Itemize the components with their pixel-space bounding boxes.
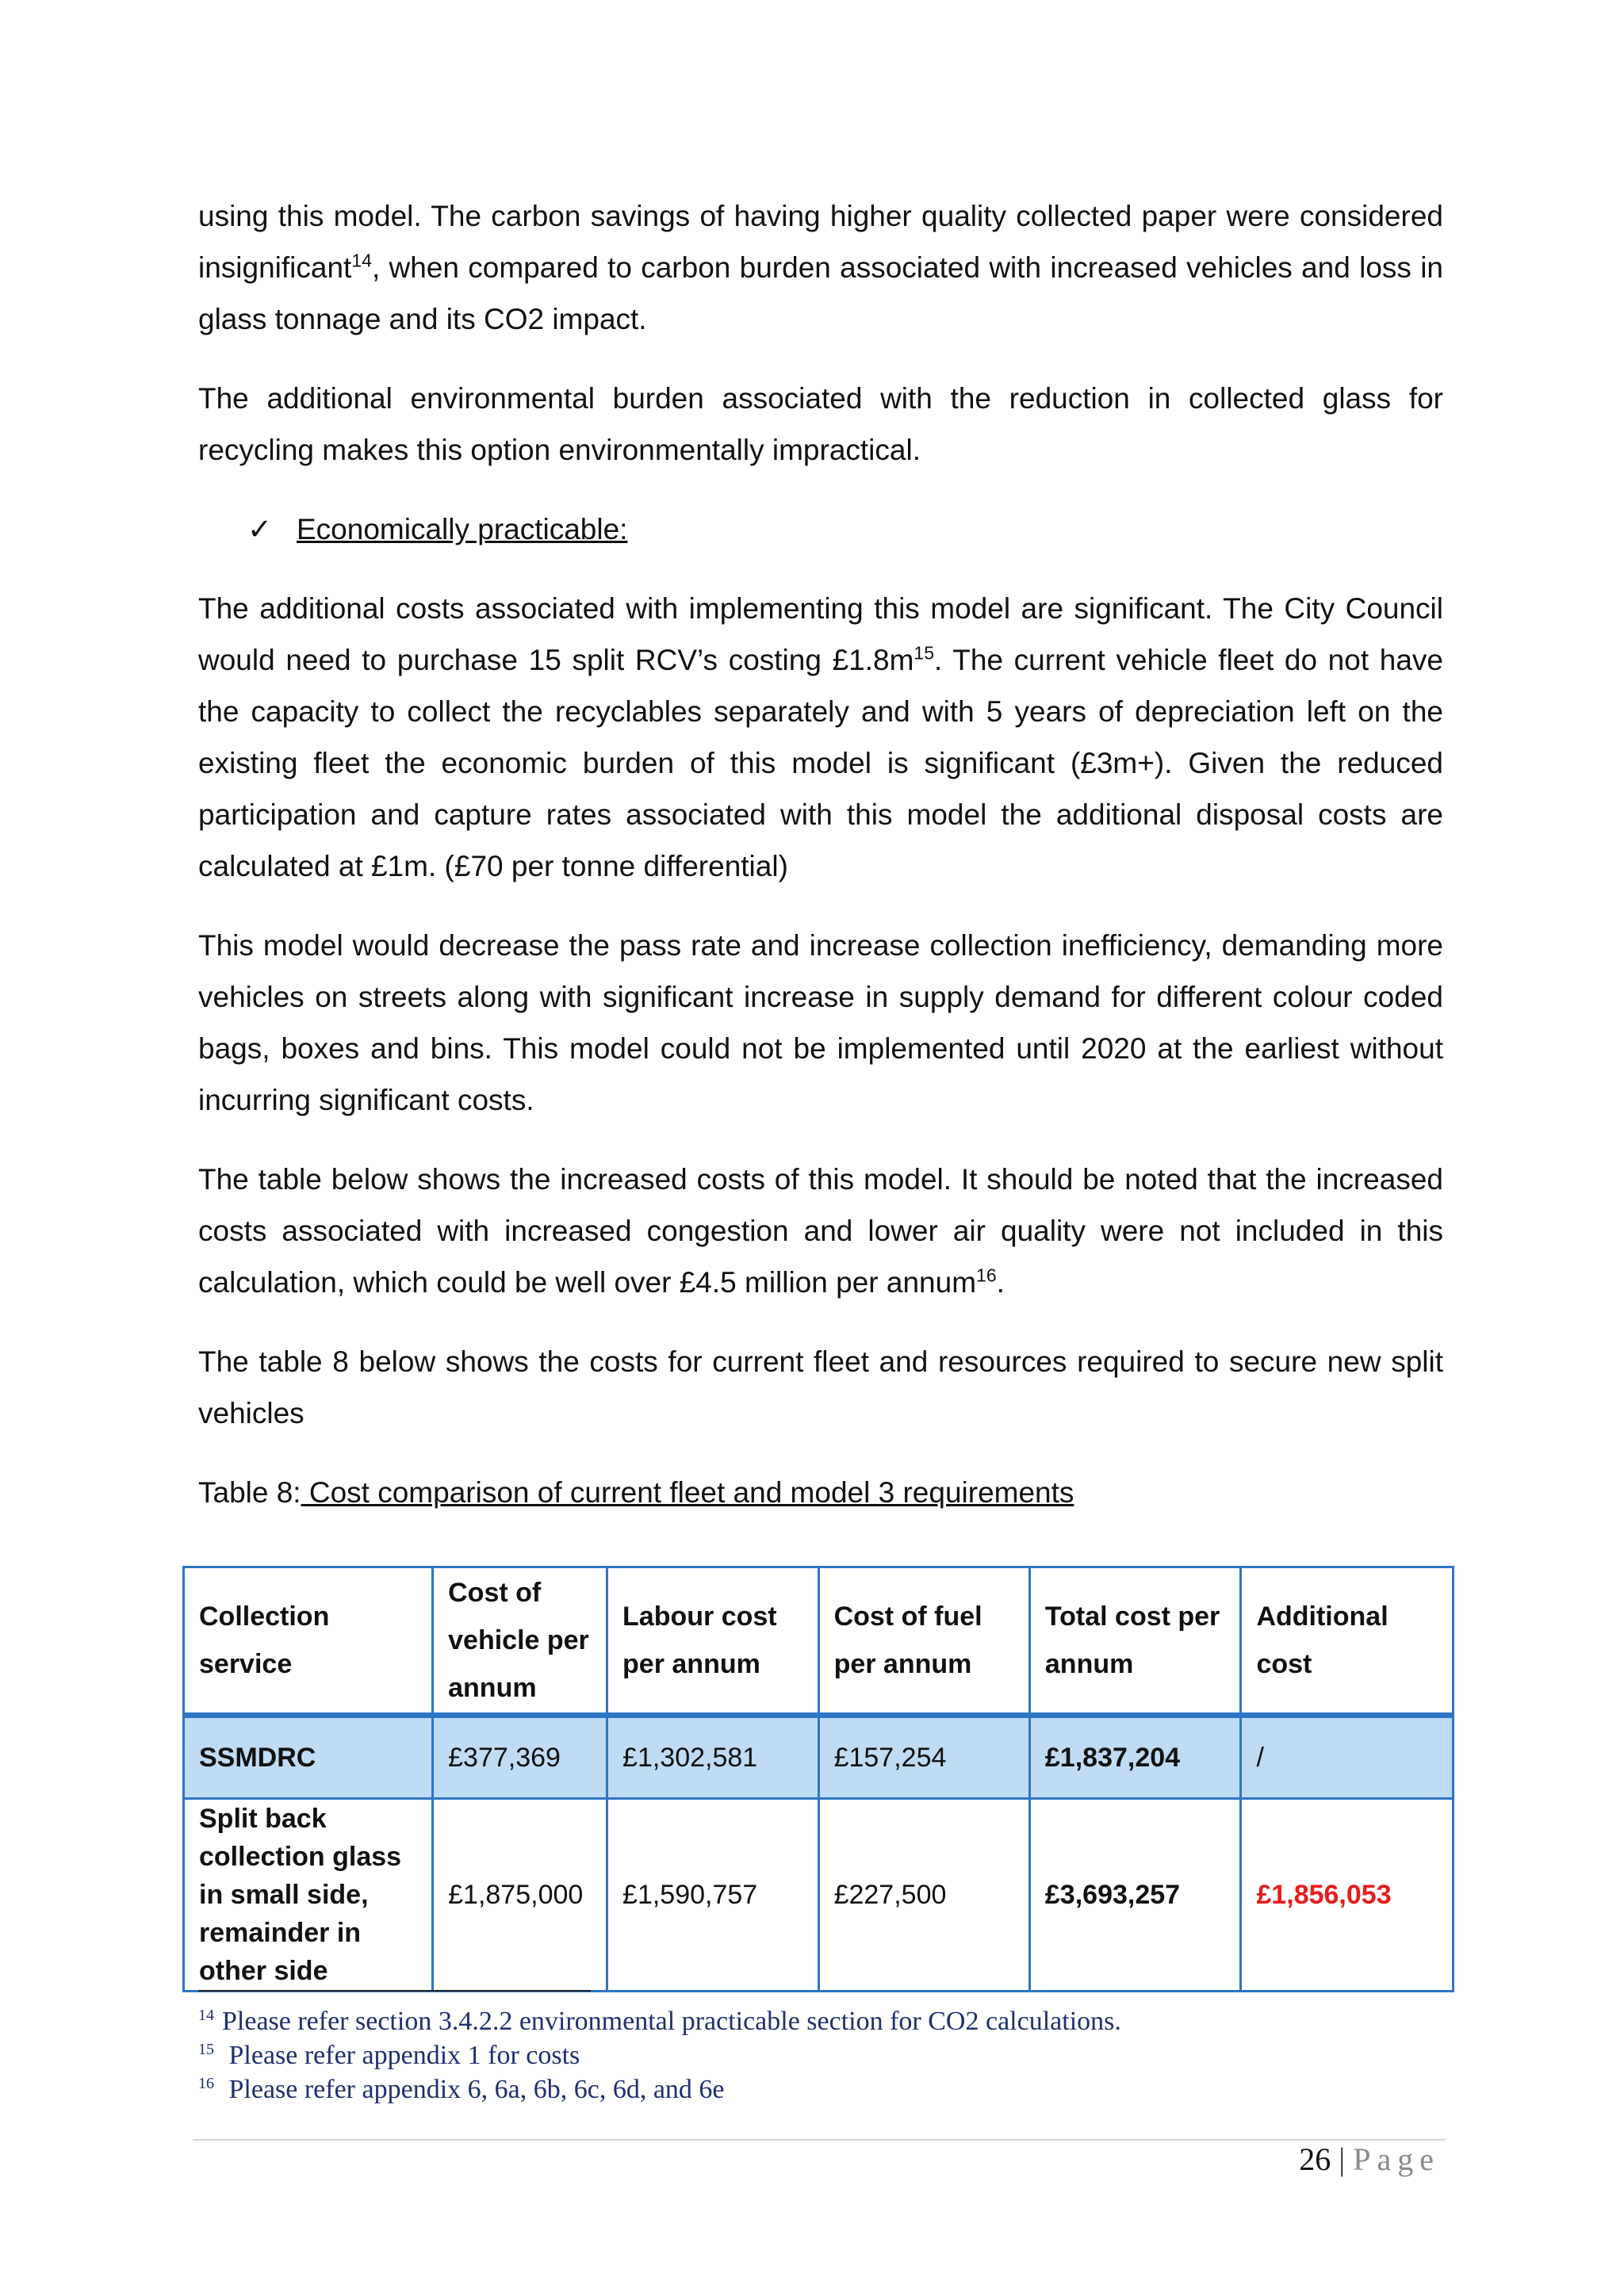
footnote-text: Please refer appendix 6, 6a, 6b, 6c, 6d, and 6e bbox=[222, 2075, 725, 2104]
cell-vehicle-cost: £377,369 bbox=[433, 1716, 607, 1799]
footnote-15 bbox=[198, 2038, 1443, 2072]
cell-additional-cost: £1,856,053 bbox=[1241, 1799, 1454, 1992]
paragraph-text: , when compared to carbon burden associated with increased vehicles and loss in glass tonnage and its CO2 impact. bbox=[198, 251, 1443, 335]
footnote-text: Please refer appendix 1 for costs bbox=[222, 2041, 580, 2070]
economically-practicable-heading bbox=[247, 503, 1443, 555]
table-header-row bbox=[184, 1567, 1454, 1716]
cell-service: Split back collection glass in small side, remainder in other side bbox=[184, 1799, 433, 1992]
footnote-ref-16[interactable]: 16 bbox=[976, 1265, 997, 1286]
checkmark-icon: ✓ bbox=[247, 513, 273, 545]
header-vehicle-cost: Cost of vehicle per annum bbox=[433, 1567, 607, 1716]
header-fuel-cost: Cost of fuel per annum bbox=[818, 1567, 1029, 1716]
heading-label: Economically practicable: bbox=[297, 513, 628, 545]
footnote-14 bbox=[198, 2004, 1443, 2038]
table-row bbox=[184, 1799, 1454, 1992]
paragraph-environmental-burden: The additional environmental burden associated with the reduction in collected glass for recycling makes this option environmentally impractical. bbox=[198, 382, 1443, 466]
page-separator: | bbox=[1339, 2141, 1346, 2177]
footnote-16 bbox=[198, 2072, 1443, 2107]
cell-service: SSMDRC bbox=[184, 1716, 433, 1799]
paragraph-text: using this model. The carbon savings of having higher quality collected paper were considered insignificant bbox=[198, 200, 1443, 284]
paragraph-text: The table below shows the increased costs of this model. It should be noted that the increased costs associated with increased congestion and lower air quality were not included in this calculation, which could be well over £4.5 million per annum bbox=[198, 1163, 1443, 1299]
header-additional-cost: Additional cost bbox=[1241, 1567, 1454, 1716]
footer-divider bbox=[193, 2139, 1446, 2141]
paragraph-text: . bbox=[996, 1266, 1005, 1299]
table-row bbox=[184, 1716, 1454, 1799]
footnote-divider bbox=[198, 1990, 591, 1992]
footnotes bbox=[198, 2004, 1443, 2107]
footnote-number: 16 bbox=[198, 2074, 214, 2092]
page-word: Page bbox=[1353, 2141, 1440, 2177]
page-number bbox=[1299, 2141, 1440, 2178]
footnote-ref-15[interactable]: 15 bbox=[914, 642, 935, 664]
header-total-cost: Total cost per annum bbox=[1029, 1567, 1241, 1716]
paragraph-text: . The current vehicle fleet do not have the capacity to collect the recyclables separately and with 5 years of depreciation left on the existing fleet the economic burden of this model is significant (£3m+). Given the reduced participation and capture rates associated with this model the additional disposal costs are calculated at £1m. (£70 per tonne differential) bbox=[198, 644, 1443, 882]
cell-total-cost: £1,837,204 bbox=[1029, 1716, 1241, 1799]
footnote-number: 15 bbox=[198, 2040, 214, 2058]
cell-additional-cost: / bbox=[1241, 1716, 1454, 1799]
cell-vehicle-cost: £1,875,000 bbox=[433, 1799, 607, 1992]
header-labour-cost: Labour cost per annum bbox=[607, 1567, 819, 1716]
page-number-value: 26 bbox=[1299, 2141, 1331, 2177]
footnote-ref-14[interactable]: 14 bbox=[351, 250, 372, 271]
paragraph-additional-costs bbox=[198, 583, 1443, 892]
paragraph-table-intro: The table 8 below shows the costs for current fleet and resources required to secure new split vehicles bbox=[198, 1345, 1443, 1429]
cell-labour-cost: £1,590,757 bbox=[607, 1799, 819, 1992]
table-caption bbox=[198, 1467, 1443, 1518]
footnote-text: Please refer section 3.4.2.2 environmental practicable section for CO2 calculations. bbox=[222, 2007, 1121, 2036]
caption-title: Cost comparison of current fleet and model 3 requirements bbox=[301, 1476, 1074, 1509]
cell-total-cost: £3,693,257 bbox=[1029, 1799, 1241, 1992]
caption-prefix: Table 8: bbox=[198, 1476, 301, 1509]
paragraph-carbon-savings bbox=[198, 190, 1443, 345]
paragraph-pass-rate: This model would decrease the pass rate and increase collection inefficiency, demanding more vehicles on streets along with significant increase in supply demand for different colour coded bags, boxes and bins. This model could not be implemented until 2020 at the earliest without incurring significant costs. bbox=[198, 929, 1443, 1116]
cell-labour-cost: £1,302,581 bbox=[607, 1716, 819, 1799]
paragraph-text: The additional costs associated with implementing this model are significant. The City Council would need to purchase 15 split RCV’s costing £1.8m bbox=[198, 592, 1443, 676]
cell-fuel-cost: £157,254 bbox=[818, 1716, 1029, 1799]
cost-comparison-table bbox=[182, 1566, 1454, 1992]
footnote-number: 14 bbox=[198, 2006, 214, 2024]
paragraph-increased-costs bbox=[198, 1154, 1443, 1308]
header-collection-service: Collection service bbox=[184, 1567, 433, 1716]
page-body bbox=[198, 190, 1443, 1538]
cell-fuel-cost: £227,500 bbox=[818, 1799, 1029, 1992]
